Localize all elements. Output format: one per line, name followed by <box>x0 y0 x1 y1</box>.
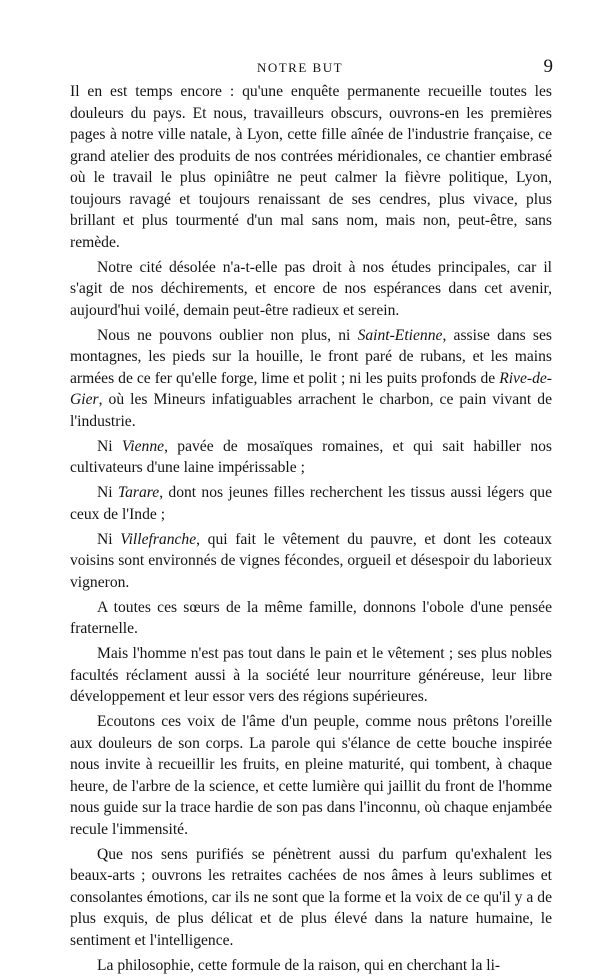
paragraph <box>70 81 552 253</box>
running-head <box>0 58 600 80</box>
running-title: NOTRE BUT <box>0 60 600 76</box>
paragraph <box>70 643 552 708</box>
paragraph <box>70 955 552 976</box>
paragraph <box>70 257 552 322</box>
text-run: Que nos sens purifiés se pénètrent aussi du parfum qu'exhalent les beaux-arts ; ouvrons les retraites cachées de nos âmes à leurs sublimes et consolantes émotions, car ils ne sont que la forme et la voix de ce qu'il y a de plus exquis, de plus délicat et de plus élevé dans la nature humaine, le sentiment et l'intelligence. <box>70 846 552 949</box>
text-run: , où les Mineurs infatiguables arrachent le charbon, ce pain vivant de l'industrie. <box>70 391 552 430</box>
text-run: Ni <box>97 438 122 455</box>
text-run: , qui fait le vêtement du pauvre, et dont les coteaux voisins sont environnés de vignes fécondes, orgueil et désespoir du laborieux vigneron. <box>70 531 552 591</box>
text-run: La philosophie, cette formule de la raison, qui en cherchant la li- <box>97 957 500 974</box>
text-run: Il en est temps encore : qu'une enquête permanente recueille toutes les douleurs du pays. Et nous, travailleurs obscurs, ouvrons-en les premières pages à notre ville natale, à Lyon, cette fille aînée de l'industrie française, ce grand atelier des produits de nos contrées méridionales, ce chantier embrasé où le travail le plus opiniâtre ne peut calmer la fièvre politique, Lyon, toujours ravagé et toujours renaissant de ses cendres, plus vivace, plus brillant et plus tourmenté d'un mal sans nom, mais non, peut-être, sans remède. <box>70 83 552 251</box>
place-name: Villefranche <box>120 531 196 548</box>
text-run: , assise dans ses montagnes, les pieds sur la houille, le front paré de rubans, et les mains armées de ce fer qu'elle forge, lime et polit ; ni les puits profonds de <box>70 327 552 387</box>
paragraph <box>70 482 552 525</box>
body-text <box>70 81 552 976</box>
text-run: , dont nos jeunes filles recherchent les tissus aussi légers que ceux de l'Inde ; <box>70 484 552 523</box>
paragraph <box>70 529 552 594</box>
place-name: Vienne <box>122 438 164 455</box>
paragraph <box>70 844 552 952</box>
text-run: Mais l'homme n'est pas tout dans le pain et le vêtement ; ses plus nobles facultés réclament aussi à la société leur nourriture généreuse, leur libre développement et leur essor vers des régions supérieures. <box>70 645 552 705</box>
text-run: , pavée de mosaïques romaines, et qui sait habiller nos cultivateurs d'une laine impérissable ; <box>70 438 552 477</box>
text-run: Notre cité désolée n'a-t-elle pas droit à nos études principales, car il s'agit de nos déchirements, et encore de nos espérances dans cet avenir, aujourd'hui voilé, demain peut-être radieux et serein. <box>70 259 552 319</box>
text-run: A toutes ces sœurs de la même famille, donnons l'obole d'une pensée fraternelle. <box>70 599 552 638</box>
text-run: Ni <box>97 484 118 501</box>
paragraph <box>70 597 552 640</box>
paragraph <box>70 325 552 433</box>
text-run: Ecoutons ces voix de l'âme d'un peuple, comme nous prêtons l'oreille aux douleurs de son corps. La parole qui s'élance de cette bouche inspirée nous invite à recueillir les fruits, en pleine maturité, qui tombent, à chaque heure, de l'arbre de la science, et cette lumière qui jaillit du front de l'homme nous guide sur la trace hardie de son pas dans l'inconnu, où chaque enjambée recule l'immensité. <box>70 713 552 838</box>
paragraph <box>70 436 552 479</box>
place-name: Rive-de-Gier <box>70 370 552 409</box>
paragraph <box>70 711 552 840</box>
page-number: 9 <box>544 56 554 78</box>
place-name: Tarare <box>118 484 159 501</box>
place-name: Saint-Etienne <box>358 327 443 344</box>
text-run: Ni <box>97 531 120 548</box>
text-run: Nous ne pouvons oublier non plus, ni <box>97 327 358 344</box>
